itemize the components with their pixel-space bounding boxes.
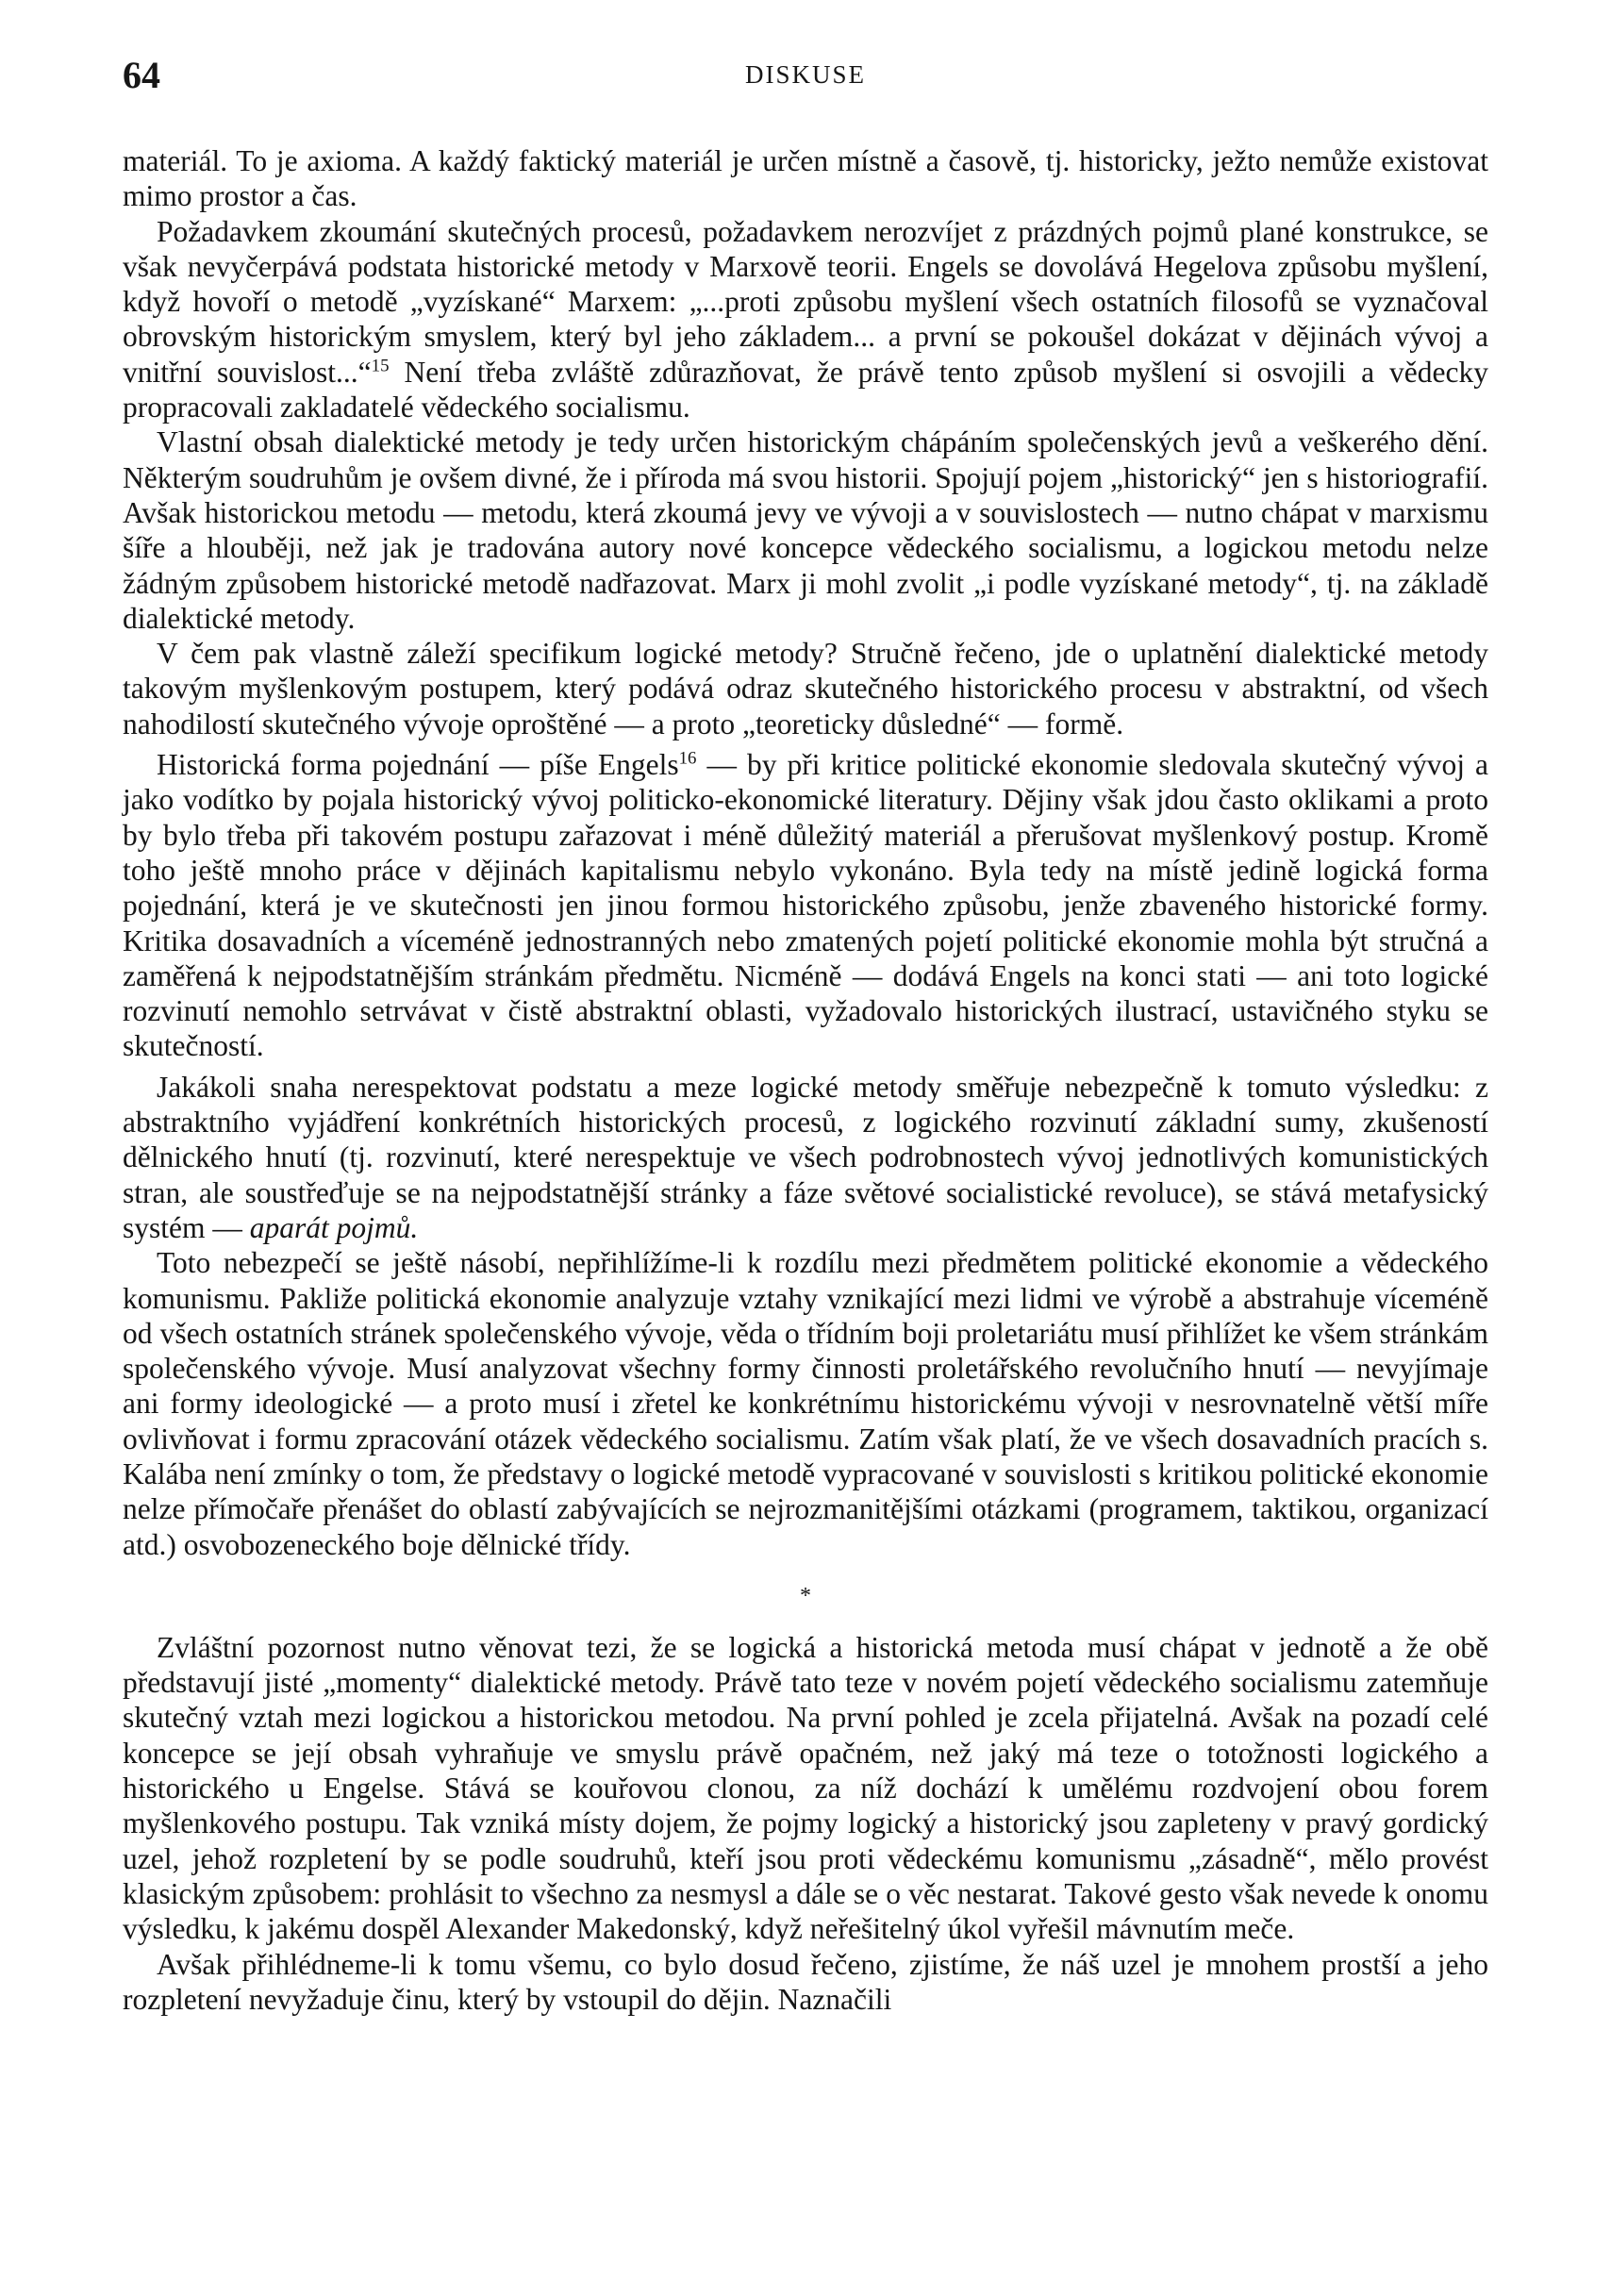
page-header xyxy=(123,53,1488,100)
paragraph-6-text: Jakákoli snaha nerespektovat podstatu a meze logické metody směřuje nebezpečně k tomuto výsledku: z abstraktního vyjádření konkrétních historických procesů, z logického rozvinutí základní sumy, zkušeností dělnického hnutí (tj. rozvinutí, které nerespektuje ve všech podrobnostech vývoj jednotlivých komunistických stran, ale soustřeďuje se na nejpodstatnější stránky a fáze světové socialistické revoluce), se stává metafysický systém — xyxy=(123,1070,1488,1244)
paragraph-9 xyxy=(123,1947,1488,2018)
paragraph-7-text: Toto nebezpečí se ještě násobí, nepřihlížíme-li k rozdílu mezi předmětem politické ekonomie a vědeckého komunismu. Pakliže politická ekonomie analyzuje vztahy vznikající mezi lidmi ve výrobě a abstrahuje víceméně od všech ostatních stránek společenského vývoje, věda o třídním boji proletariátu musí přihlížet ke všem stránkám společenského vývoje. Musí analyzovat všechny formy činnosti proletářského revolučního hnutí — nevyjímaje ani formy ideologické — a proto musí i zřetel ke konkrétnímu historickému vývoji v nesrovnatelně větší míře ovlivňovat i formu zpracování otázek vědeckého socialismu. Zatím však platí, že ve všech dosavadních pracích s. Kalába není zmínky o tom, že představy o logické metodě vypracované v souvislosti s kritikou politické ekonomie nelze přímočaře přenášet do oblastí zabývajících se nejrozmanitějšími otázkami (programem, taktikou, organizací atd.) osvobozeneckého boje dělnické třídy. xyxy=(123,1246,1488,1561)
footnote-ref-16: 16 xyxy=(678,748,697,769)
paragraph-8 xyxy=(123,1630,1488,1947)
paragraph-6-italic: aparát pojmů. xyxy=(249,1210,419,1244)
paragraph-8-text: Zvláštní pozornost nutno věnovat tezi, že se logická a historická metoda musí chápat v jednotě a že obě představují jisté „momenty“ dialektické metody. Právě tato teze v novém pojetí vědeckého socialismu zatemňuje skutečný vztah mezi logickou a historickou metodou. Na první pohled je zcela přijatelná. Avšak na pozadí celé koncepce se její obsah vyhraňuje ve smyslu právě opačném, než jaký má teze o totožnosti logického a historického u Engelse. Stává se kouřovou clonou, za níž dochází k umělému rozdvojení obou forem myšlenkového postupu. Tak vzniká místy dojem, že pojmy logický a historický jsou zapleteny v pravý gordický uzel, jehož rozpletení by se podle soudruhů, kteří jsou proti vědeckému komunismu „zásadně“, mělo provést klasickým způsobem: prohlásit to všechno za nesmysl a dále se o věc nestarat. Takové gesto však nevede k onomu výsledku, k jakému dospěl Alexander Makedonský, když neřešitelný úkol vyřešil mávnutím meče. xyxy=(123,1630,1488,1946)
page-number: 64 xyxy=(123,54,160,96)
body-text xyxy=(123,143,1488,2017)
paragraph-1-text: materiál. To je axioma. A každý faktický materiál je určen místně a časově, tj. historicky, ježto nemůže existovat mimo prostor a čas. xyxy=(123,144,1488,213)
paragraph-2 xyxy=(123,214,1488,425)
paragraph-1 xyxy=(123,143,1488,214)
paragraph-7 xyxy=(123,1245,1488,1562)
paragraph-3-text: Vlastní obsah dialektické metody je tedy určen historickým chápáním společenských jevů a veškerého dění. Některým soudruhům je ovšem divné, že i příroda má svou historii. Spojují pojem „historický“ jen s historiografií. Avšak historickou metodu — metodu, která zkoumá jevy ve vývoji a v souvislostech — nutno chápat v marxismu šíře a hlouběji, než jak je tradována autory nové koncepce vědeckého socialismu, a logickou metodu nelze žádným způsobem historické metodě nadřazovat. Marx ji mohl zvolit „i podle vyzískané metody“, tj. na základě dialektické metody. xyxy=(123,425,1488,635)
running-head: DISKUSE xyxy=(744,60,866,89)
paragraph-5-tail: — by při kritice politické ekonomie sledovala skutečný vývoj a jako vodítko by pojala historický vývoj politicko-ekonomické literatury. Dějiny však jdou často oklikami a proto by bylo třeba při takovém postupu zařazovat i méně důležitý materiál a přerušovat myšlenkový postup. Kromě toho ještě mnoho práce v dějinách kapitalismu nebylo vykonáno. Byla tedy na místě jedině logická forma pojednání, která je ve skutečnosti jen jinou formou historického způsobu, jenže zbaveného historické formy. Kritika dosavadních a víceméně jednostranných nebo zmatených pojetí politické ekonomie mohla být stručná a zaměřená k nejpodstatnějším stránkám předmětu. Nicméně — dodává Engels na konci stati — ani toto logické rozvinutí nemohlo setrvávat v čistě abstraktní oblasti, vyžadovalo historických ilustrací, ustavičného styku se skutečností. xyxy=(123,748,1489,1063)
paragraph-4-text: V čem pak vlastně záleží specifikum logické metody? Stručně řečeno, jde o uplatnění dialektické metody takovým myšlenkovým postupem, který podává odraz skutečného historického procesu v abstraktní, od všech nahodilostí skutečného vývoje oproštěné — a proto „teoreticky důsledné“ — formě. xyxy=(123,637,1488,740)
section-separator: * xyxy=(800,1583,811,1608)
paragraph-3 xyxy=(123,424,1488,636)
paragraph-5 xyxy=(123,747,1488,1064)
footnote-ref-15: 15 xyxy=(371,356,390,376)
paragraph-9-text: Avšak přihlédneme-li k tomu všemu, co bylo dosud řečeno, zjistíme, že náš uzel je mnohem prostší a jeho rozpletení nevyžaduje činu, který by vstoupil do dějin. Naznačili xyxy=(123,1947,1488,2016)
paragraph-4 xyxy=(123,636,1488,741)
paragraph-2-tail: Není třeba zvláště zdůrazňovat, že právě tento způsob myšlení si osvojili a vědecky propracovali zakladatelé vědeckého socialismu. xyxy=(123,355,1488,424)
paragraph-2-text: Požadavkem zkoumání skutečných procesů, požadavkem nerozvíjet z prázdných pojmů plané konstrukce, se však nevyčerpává podstata historické metody v Marxově teorii. Engels se dovolává Hegelova způsobu myšlení, když hovoří o metodě „vyzískané“ Marxem: „...proti způsobu myšlení všech ostatních filosofů se vyznačoval obrovským historickým smyslem, který byl jeho základem... a první se pokoušel dokázat v dějinách vývoj a vnitřní souvislost...“ xyxy=(123,214,1488,389)
paragraph-5-text: Historická forma pojednání — píše Engels xyxy=(157,748,679,782)
paragraph-6 xyxy=(123,1070,1488,1245)
